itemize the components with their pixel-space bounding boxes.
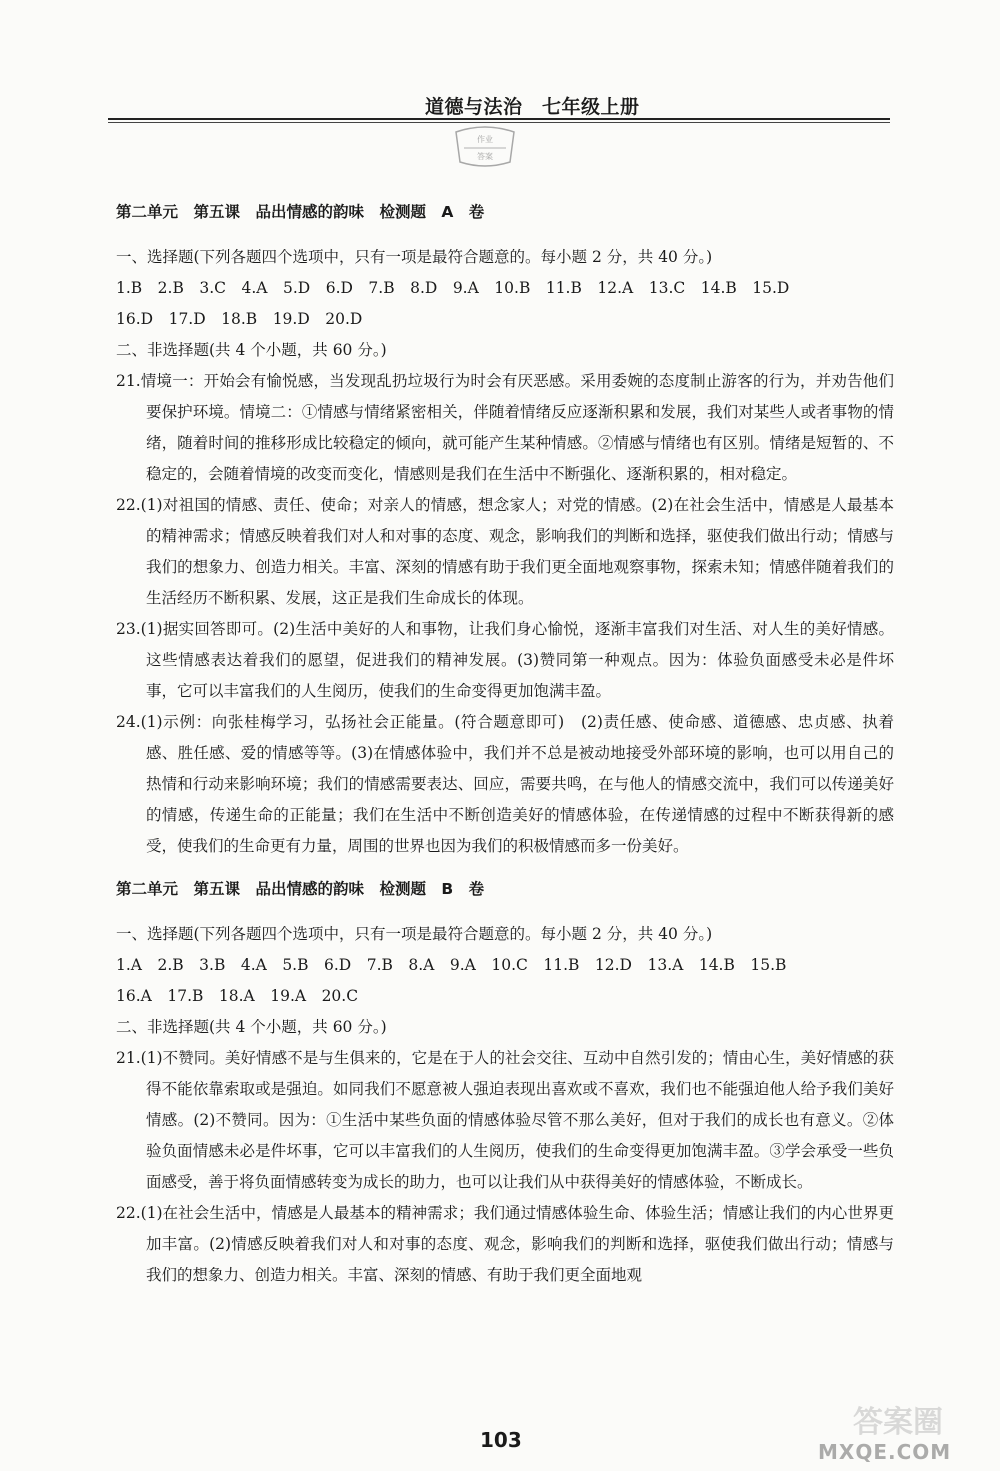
section-a-part1-heading: 一、选择题(下列各题四个选项中，只有一项是最符合题意的。每小题 2 分，共 40 分。) [116,248,713,266]
section-b-q22: 22.(1)在社会生活中，情感是人最基本的精神需求；我们通过情感体验生命、体验生活；情感让我们的内心世界更加丰富。(2)情感反映着我们对人和对事的态度、观念，影响我们的判断和选择，驱使我们做出行动；情感与我们的想象力、创造力相关。丰富、深刻的情感、有助于我们更全面地观 [116,1204,894,1284]
section-a-q21: 21.情境一：开始会有愉悦感，当发现乱扔垃圾行为时会有厌恶感。采用委婉的态度制止游客的行为，并劝告他们要保护环境。情境二：①情感与情绪紧密相关，伴随着情绪反应逐渐积累和发展，我们对某些人或者事物的情绪，随着时间的推移形成比较稳定的倾向，就可能产生某种情感。②情感与情绪也有区别。情绪是短暂的、不稳定的，会随着情境的改变而变化，情感则是我们在生活中不断强化、逐渐积累的，相对稳定。 [116,372,894,483]
section-a-q23: 23.(1)据实回答即可。(2)生活中美好的人和事物，让我们身心愉悦，逐渐丰富我们对生活、对人生的美好情感。这些情感表达着我们的愿望，促进我们的精神发展。(3)赞同第一种观点。因为：体验负面感受未必是件坏事，它可以丰富我们的人生阅历，使我们的生命变得更加饱满丰盈。 [116,620,894,700]
header-rule [108,118,890,120]
section-a-q24: 24.(1)示例：向张桂梅学习，弘扬社会正能量。(符合题意即可) (2)责任感、使命感、道德感、忠贞感、执着感、胜任感、爱的情感等等。(3)在情感体验中，我们并不总是被动地接受外部环境的影响，也可以用自己的热情和行动来影响环境；我们的情感需要表达、回应，需要共鸣，在与他人的情感交流中，我们可以传递美好的情感，传递生命的正能量；我们在生活中不断创造美好的情感体验，在传递情感的过程中不断获得新的感受，使我们的生命更有力量，周围的世界也因为我们的积极情感而多一份美好。 [116,713,894,855]
stamp-line1: 作业 [477,135,493,144]
section-b-part2-heading: 二、非选择题(共 4 个小题，共 60 分。) [116,1018,387,1036]
section-b-title: 第二单元 第五课 品出情感的韵味 检测题 B 卷 [116,880,485,898]
section-b-answers-line2: 16.A 17.B 18.A 19.A 20.C [116,987,359,1005]
watermark-text: MXQE.COM [818,1440,952,1464]
section-a-answers-line1: 1.B 2.B 3.C 4.A 5.D 6.D 7.B 8.D 9.A 10.B 11.B 12.A 13.C 14.B 15.D [116,279,790,297]
stamp-seal-icon [450,124,520,168]
section-a-answers-line2: 16.D 17.D 18.B 19.D 20.D [116,310,363,328]
header-title: 道德与法治 七年级上册 [425,96,640,118]
section-b-q21: 21.(1)不赞同。美好情感不是与生俱来的，它是在于人的社会交往、互动中自然引发的；情由心生，美好情感的获得不能依靠索取或是强迫。如同我们不愿意被人强迫表现出喜欢或不喜欢，我们也不能强迫他人给予我们美好情感。(2)不赞同。因为：①生活中某些负面的情感体验尽管不那么美好，但对于我们的成长也有意义。②体验负面情感未必是件坏事，它可以丰富我们的人生阅历，使我们的生命变得更加饱满丰盈。③学会承受一些负面感受，善于将负面情感转变为成长的助力，也可以让我们从中获得美好的情感体验，不断成长。 [116,1049,894,1191]
section-a-q22: 22.(1)对祖国的情感、责任、使命；对亲人的情感，想念家人；对党的情感。(2)在社会生活中，情感是人最基本的精神需求；情感反映着我们对人和对事的态度、观念，影响我们的判断和选择，驱使我们做出行动；情感与我们的想象力、创造力相关。丰富、深刻的情感有助于我们更全面地观察事物，探索未知；情感伴随着我们的生活经历不断积累、发展，这正是我们生命成长的体现。 [116,496,894,607]
section-a-part2-heading: 二、非选择题(共 4 个小题，共 60 分。) [116,341,387,359]
stamp-line2: 答案 [477,152,493,161]
watermark-brand: 答案圈 [853,1405,943,1440]
header-rule-thin [108,122,890,123]
section-a-title: 第二单元 第五课 品出情感的韵味 检测题 A 卷 [116,203,485,221]
page-number: 103 [480,1428,522,1452]
section-b-part1-heading: 一、选择题(下列各题四个选项中，只有一项是最符合题意的。每小题 2 分，共 40 分。) [116,925,713,943]
answer-content [116,197,894,1291]
section-b-answers-line1: 1.A 2.B 3.B 4.A 5.B 6.D 7.B 8.A 9.A 10.C 11.B 12.D 13.A 14.B 15.B [116,956,787,974]
